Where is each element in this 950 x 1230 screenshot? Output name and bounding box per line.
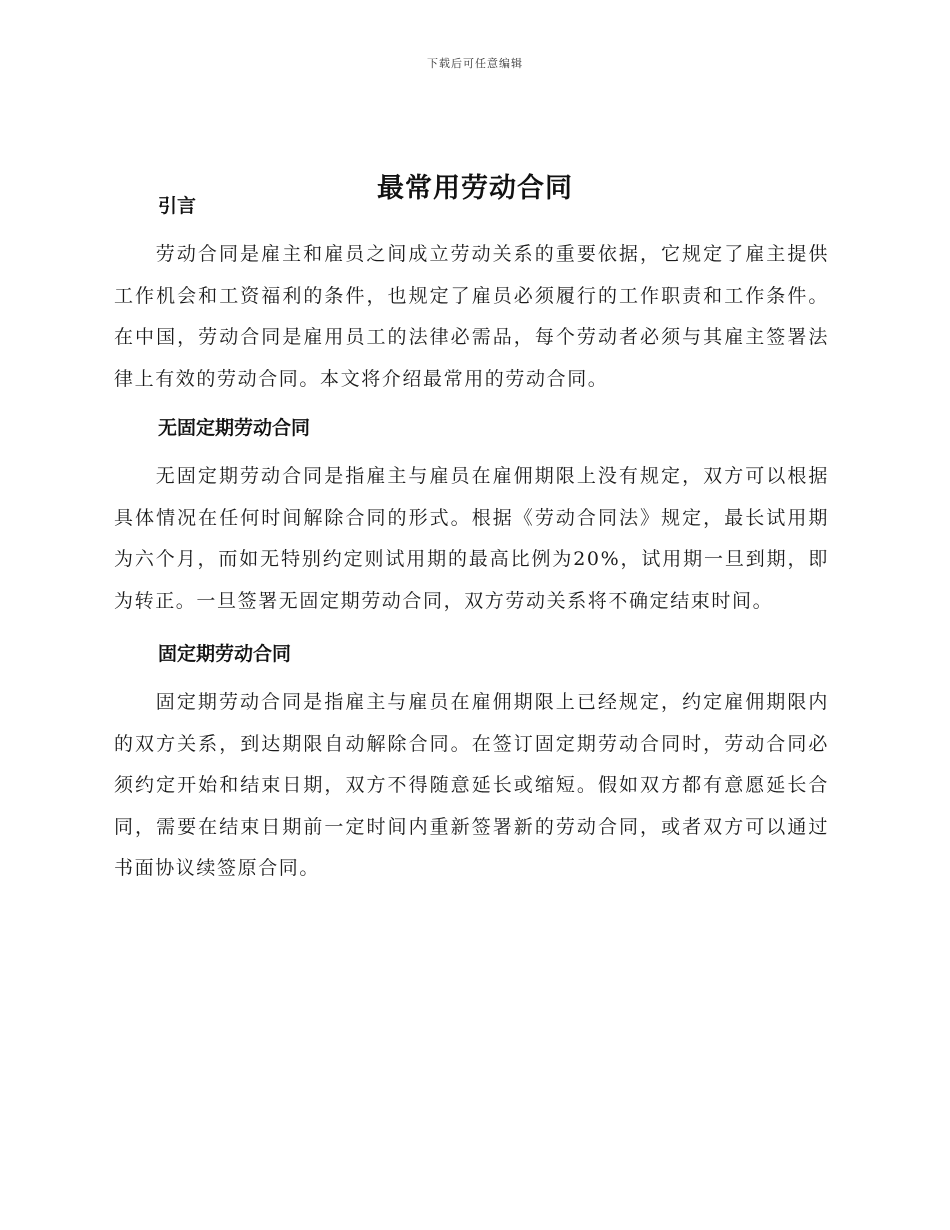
document-title: 最常用劳动合同 — [377, 173, 573, 205]
section-heading-fixed-term-contract: 固定期劳动合同 — [158, 643, 292, 665]
section-paragraph-intro: 劳动合同是雇主和雇员之间成立劳动关系的重要依据，它规定了雇主提供工作机会和工资福利的条件，也规定了雇员必须履行的工作职责和工作条件。在中国，劳动合同是雇用员工的法律必需品，每个劳动者必须与其雇主签署法律上有效的劳动合同。本文将介绍最常用的劳动合同。 — [114, 243, 829, 390]
page-header-note: 下载后可任意编辑 — [427, 57, 523, 70]
section-heading-open-ended-contract: 无固定期劳动合同 — [158, 417, 311, 439]
document-body — [114, 190, 829, 890]
section-paragraph-open-ended-contract: 无固定期劳动合同是指雇主与雇员在雇佣期限上没有规定，双方可以根据具体情况在任何时间解除合同的形式。根据《劳动合同法》规定，最长试用期为六个月，而如无特别约定则试用期的最高比例为20%，试用期一旦到期，即为转正。一旦签署无固定期劳动合同，双方劳动关系将不确定结束时间。 — [114, 465, 829, 612]
section-heading-intro: 引言 — [158, 195, 197, 217]
section-paragraph-fixed-term-contract: 固定期劳动合同是指雇主与雇员在雇佣期限上已经规定，约定雇佣期限内的双方关系，到达期限自动解除合同。在签订固定期劳动合同时，劳动合同必须约定开始和结束日期，双方不得随意延长或缩短。假如双方都有意愿延长合同，需要在结束日期前一定时间内重新签署新的劳动合同，或者双方可以通过书面协议续签原合同。 — [114, 691, 829, 879]
